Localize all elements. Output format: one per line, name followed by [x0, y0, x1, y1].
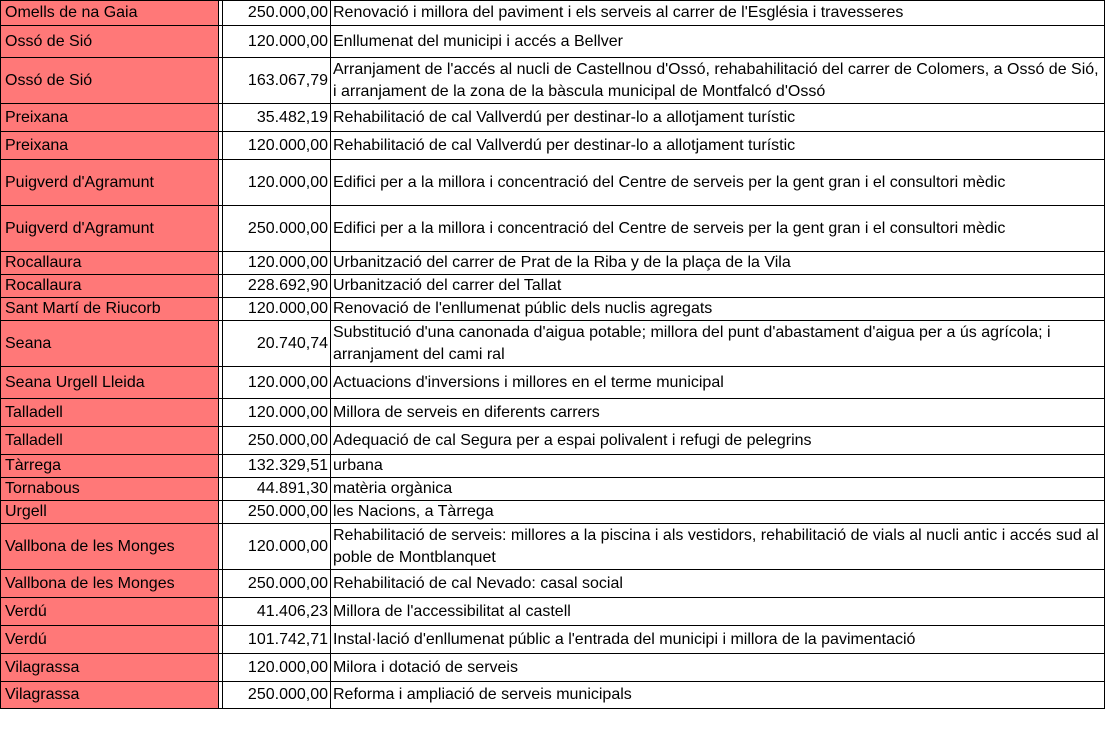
municipality-cell: Verdú: [1, 626, 219, 654]
amount-cell: 120.000,00: [223, 367, 331, 399]
municipality-cell: Vallbona de les Monges: [1, 524, 219, 570]
municipality-cell: Sant Martí de Riucorb: [1, 298, 219, 321]
table-row: [1, 321, 1105, 367]
description-cell: Edifici per a la millora i concentració del Centre de serveis per la gent gran i el consultori mèdic: [331, 160, 1105, 206]
municipality-cell: Vallbona de les Monges: [1, 570, 219, 598]
description-cell: Reforma i ampliació de serveis municipals: [331, 682, 1105, 709]
municipality-cell: Puigverd d'Agramunt: [1, 160, 219, 206]
table-row: [1, 104, 1105, 132]
description-cell: Urbanització del carrer del Tallat: [331, 275, 1105, 298]
municipality-cell: Puigverd d'Agramunt: [1, 206, 219, 252]
amount-cell: 101.742,71: [223, 626, 331, 654]
table-row: [1, 626, 1105, 654]
description-cell: Renovació i millora del paviment i els serveis al carrer de l'Església i travesseres: [331, 1, 1105, 26]
description-cell: Enllumenat del municipi i accés a Bellver: [331, 26, 1105, 58]
table-body: [1, 1, 1105, 709]
table-row: [1, 298, 1105, 321]
municipality-cell: Omells de na Gaia: [1, 1, 219, 26]
amount-cell: 120.000,00: [223, 132, 331, 160]
amount-cell: 120.000,00: [223, 252, 331, 275]
description-cell: Millora de serveis en diferents carrers: [331, 399, 1105, 427]
municipality-cell: Seana: [1, 321, 219, 367]
table-row: [1, 26, 1105, 58]
amount-cell: 120.000,00: [223, 524, 331, 570]
amount-cell: 20.740,74: [223, 321, 331, 367]
table-row: [1, 524, 1105, 570]
table-row: [1, 367, 1105, 399]
amount-cell: 41.406,23: [223, 598, 331, 626]
description-cell: Arranjament de l'accés al nucli de Castellnou d'Ossó, rehabahilitació del carrer de Colomers, a Ossó de Sió, i arranjament de la zona de la bàscula municipal de Montfalcó d'Ossó: [331, 58, 1105, 104]
municipality-cell: Talladell: [1, 427, 219, 455]
description-cell: matèria orgànica: [331, 478, 1105, 501]
table-row: [1, 427, 1105, 455]
municipality-cell: Talladell: [1, 399, 219, 427]
table-row: [1, 682, 1105, 709]
amount-cell: 120.000,00: [223, 26, 331, 58]
table-row: [1, 275, 1105, 298]
amount-cell: 250.000,00: [223, 427, 331, 455]
municipality-cell: Rocallaura: [1, 252, 219, 275]
description-cell: Edifici per a la millora i concentració del Centre de serveis per la gent gran i el consultori mèdic: [331, 206, 1105, 252]
table-row: [1, 399, 1105, 427]
amount-cell: 120.000,00: [223, 399, 331, 427]
table-row: [1, 132, 1105, 160]
table-row: [1, 252, 1105, 275]
municipality-cell: Preixana: [1, 132, 219, 160]
amount-cell: 250.000,00: [223, 682, 331, 709]
description-cell: Renovació de l'enllumenat públic dels nuclis agregats: [331, 298, 1105, 321]
description-cell: Substitució d'una canonada d'aigua potable; millora del punt d'abastament d'aigua per a ús agrícola; i arranjament del cami ral: [331, 321, 1105, 367]
municipality-cell: Preixana: [1, 104, 219, 132]
description-cell: Rehabilitació de cal Vallverdú per destinar-lo a allotjament turístic: [331, 104, 1105, 132]
description-cell: Rehabilitació de cal Vallverdú per destinar-lo a allotjament turístic: [331, 132, 1105, 160]
amount-cell: 35.482,19: [223, 104, 331, 132]
amount-cell: 132.329,51: [223, 455, 331, 478]
description-cell: urbana: [331, 455, 1105, 478]
amount-cell: 120.000,00: [223, 160, 331, 206]
amount-cell: 250.000,00: [223, 570, 331, 598]
municipality-cell: Tàrrega: [1, 455, 219, 478]
description-cell: Urbanització del carrer de Prat de la Riba y de la plaça de la Vila: [331, 252, 1105, 275]
amount-cell: 250.000,00: [223, 1, 331, 26]
table-row: [1, 1, 1105, 26]
description-cell: Adequació de cal Segura per a espai polivalent i refugi de pelegrins: [331, 427, 1105, 455]
table-row: [1, 501, 1105, 524]
description-cell: Milora i dotació de serveis: [331, 654, 1105, 682]
description-cell: Rehabilitació de cal Nevado: casal social: [331, 570, 1105, 598]
amount-cell: 120.000,00: [223, 298, 331, 321]
table-row: [1, 598, 1105, 626]
municipality-cell: Vilagrassa: [1, 682, 219, 709]
table-row: [1, 160, 1105, 206]
municipality-cell: Ossó de Sió: [1, 58, 219, 104]
table-row: [1, 455, 1105, 478]
table-row: [1, 206, 1105, 252]
table-row: [1, 478, 1105, 501]
table-row: [1, 570, 1105, 598]
amount-cell: 120.000,00: [223, 654, 331, 682]
amount-cell: 250.000,00: [223, 501, 331, 524]
description-cell: Actuacions d'inversions i millores en el terme municipal: [331, 367, 1105, 399]
description-cell: Millora de l'accessibilitat al castell: [331, 598, 1105, 626]
municipality-cell: Urgell: [1, 501, 219, 524]
amount-cell: 163.067,79: [223, 58, 331, 104]
description-cell: Instal·lació d'enllumenat públic a l'entrada del municipi i millora de la pavimentació: [331, 626, 1105, 654]
description-cell: les Nacions, a Tàrrega: [331, 501, 1105, 524]
amount-cell: 228.692,90: [223, 275, 331, 298]
municipality-cell: Rocallaura: [1, 275, 219, 298]
description-cell: Rehabilitació de serveis: millores a la piscina i als vestidors, rehabilitació de vials al nucli antic i accés sud al poble de Montblanquet: [331, 524, 1105, 570]
municipality-cell: Tornabous: [1, 478, 219, 501]
municipality-cell: Verdú: [1, 598, 219, 626]
amount-cell: 250.000,00: [223, 206, 331, 252]
municipality-cell: Ossó de Sió: [1, 26, 219, 58]
amount-cell: 44.891,30: [223, 478, 331, 501]
municipality-cell: Vilagrassa: [1, 654, 219, 682]
table-row: [1, 654, 1105, 682]
table-row: [1, 58, 1105, 104]
municipality-cell: Seana Urgell Lleida: [1, 367, 219, 399]
